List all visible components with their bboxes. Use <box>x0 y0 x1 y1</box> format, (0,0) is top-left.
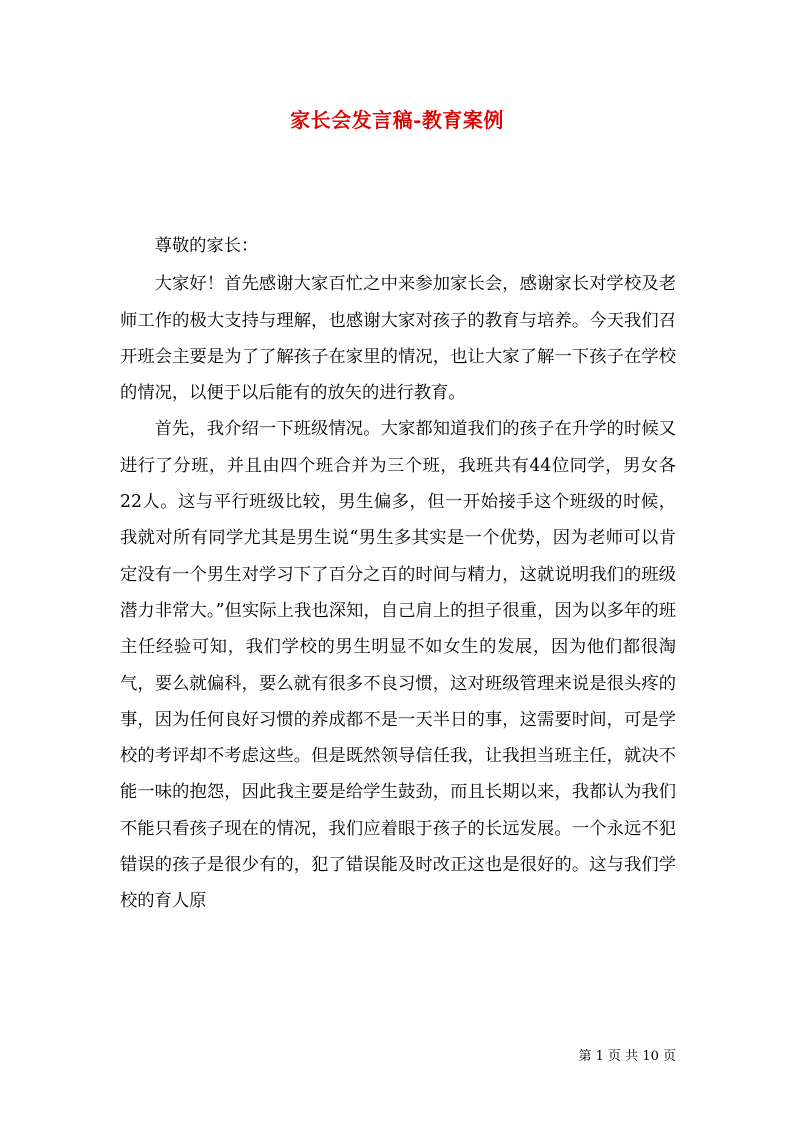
salutation: 尊敬的家长： <box>154 236 259 256</box>
paragraph-greeting: 大家好！首先感谢大家百忙之中来参加家长会，感谢家长对学校及老师工作的极大支持与理解，也感谢大家对孩子的教育与培养。今天我们召开班会主要是为了了解孩子在家里的情况，也让大家了解一下孩子在学校的情况，以便于以后能有的放矢的进行教育。 <box>120 274 676 404</box>
document-title: 家长会发言稿-教育案例 <box>290 108 504 132</box>
document-body <box>120 228 676 920</box>
page-number: 第 1 页 共 10 页 <box>578 1049 676 1064</box>
paragraph-class-introduction: 首先，我介绍一下班级情况。大家都知道我们的孩子在升学的时候又进行了分班，并且由四个班合并为三个班，我班共有44位同学，男女各22人。这与平行班级比较，男生偏多，但一开始接手这个班级的时候，我就对所有同学尤其是男生说“男生多其实是一个优势，因为老师可以肯定没有一个男生对学习下了百分之百的时间与精力，这就说明我们的班级潜力非常大。”但实际上我也深知，自己肩上的担子很重，因为以多年的班主任经验可知，我们学校的男生明显不如女生的发展，因为他们都很淘气，要么就偏科，要么就有很多不良习惯，这对班级管理来说是很头疼的事，因为任何良好习惯的养成都不是一天半日的事，这需要时间，可是学校的考评却不考虑这些。但是既然领导信任我，让我担当班主任，就决不能一味的抱怨，因此我主要是给学生鼓劲，而且长期以来，我都认为我们不能只看孩子现在的情况，我们应着眼于孩子的长远发展。一个永远不犯错误的孩子是很少有的，犯了错误能及时改正这也是很好的。这与我们学校的育人原 <box>120 419 676 912</box>
